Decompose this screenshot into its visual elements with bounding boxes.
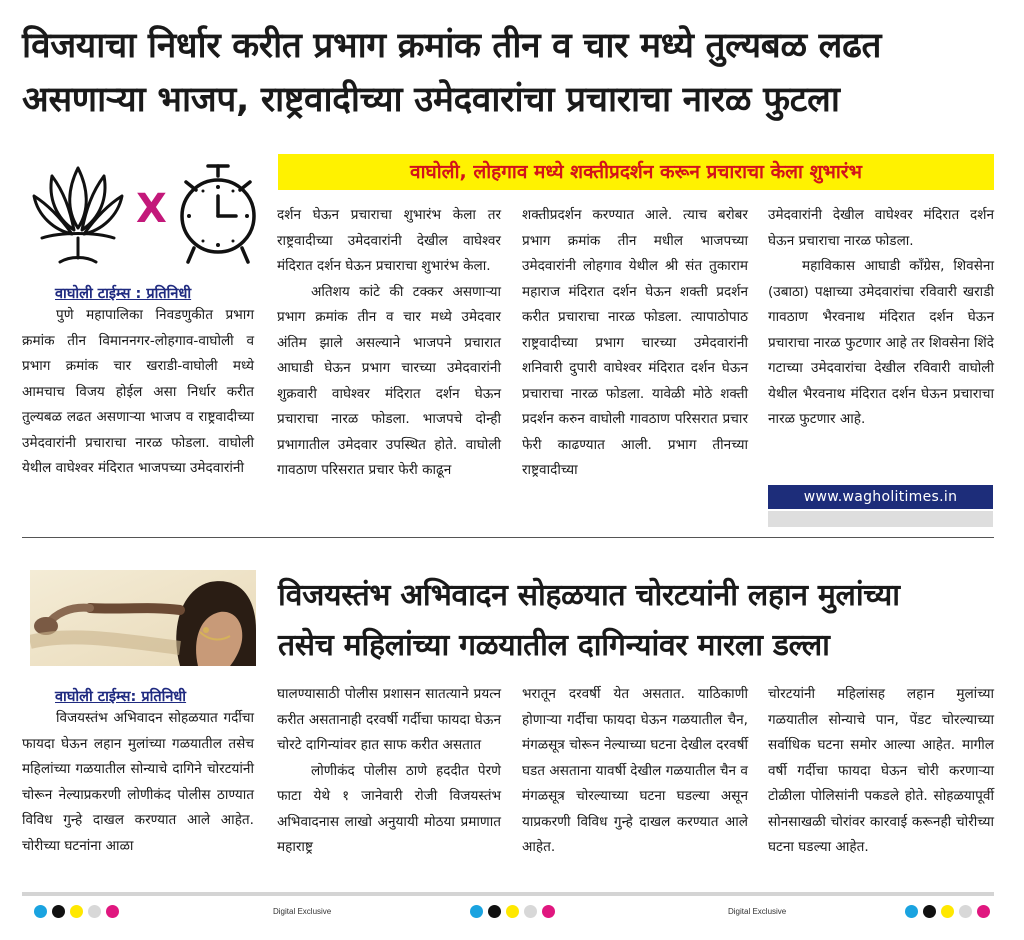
story1-column-1 xyxy=(22,303,254,482)
registration-dot xyxy=(106,905,119,918)
story2-col1-text: विजयस्तंभ अभिवादन सोहळयात गर्दीचा फायदा घेऊन लहान मुलांच्या गळयातील तसेच महिलांच्या गळयातील सोन्याचे दागिने चोरटयांनी चोरून नेल्याप्रकरणी लोणीकंद पोलीस ठाण्यात विविध गुन्हे दाखल करण्यात आले आहेत. चोरीच्या घटनांना आळा xyxy=(22,710,254,854)
story2-col4-text: चोरटयांनी महिलांसह लहान मुलांच्या गळयातील सोन्याचे पान, पेंडट चोरल्याच्या सर्वाधिक घटना समोर आल्या आहेत. मागील वर्षी गर्दीचा फायदा घेऊन चोरी करणाऱ्या टोळीला पोलिसांनी पकडले होते. सोहळयापूर्वी सोनसाखळी चोरांवर कारवाई करूनही चोरीच्या घटना घडल्या आहेत. xyxy=(768,686,994,855)
story2-headline-line1: विजयस्तंभ अभिवादन सोहळयात चोरटयांनी लहान मुलांच्या xyxy=(278,578,900,613)
story1-column-2 xyxy=(277,203,501,484)
story2-column-1 xyxy=(22,706,254,859)
grey-strip xyxy=(768,511,993,527)
registration-marks-right xyxy=(905,905,990,918)
clock-icon xyxy=(176,158,260,268)
logo-separator: X xyxy=(136,186,167,232)
story1-col2-para1: दर्शन घेऊन प्रचाराचा शुभारंभ केला तर राष्ट्रवादीच्या उमेदवारांनी देखील वाघेश्वर मंदिरात दर्शन घेऊन प्रचाराचा शुभारंभ केला. xyxy=(277,207,501,274)
story1-col2-para2: अतिशय कांटे की टक्कर असणाऱ्या प्रभाग क्रमांक तीन व चार मध्ये उमेदवार अंतिम झाले असल्याने भाजपने प्रचारात आघाडी घेऊन प्रभाग चारच्या उमेदवारांनी शुक्रवारी वाघेश्वर मंदिरात दर्शन घेऊन प्रचाराचा नारळ फोडला. भाजपचे दोन्ही प्रभागातील उमेदवार उपस्थित होते. वाघोली गावठाण परिसरात प्रचार फेरी काढून xyxy=(277,283,501,478)
section-divider xyxy=(22,537,994,538)
registration-dot xyxy=(959,905,972,918)
website-banner[interactable]: www.wagholitimes.in xyxy=(768,485,993,509)
story1-col4-para1: उमेदवारांनी देखील वाघेश्वर मंदिरात दर्शन घेऊन प्रचाराचा नारळ फोडला. xyxy=(768,207,994,249)
story1-subheadline: वाघोली, लोहगाव मध्ये शक्तीप्रदर्शन करून प्रचाराचा केला शुभारंभ xyxy=(278,154,994,190)
registration-dot xyxy=(70,905,83,918)
story1-headline-line1: विजयाचा निर्धार करीत प्रभाग क्रमांक तीन व चार मध्ये तुल्यबळ लढत xyxy=(22,26,882,66)
story1-byline: वाघोली टाईम्स : प्रतिनिधी xyxy=(55,286,192,302)
registration-dot xyxy=(34,905,47,918)
story2-column-4 xyxy=(768,682,994,861)
registration-dot xyxy=(524,905,537,918)
story2-column-3 xyxy=(522,682,748,861)
story1-headline-line2: असणाऱ्या भाजप, राष्ट्रवादीच्या उमेदवारांचा प्रचाराचा नारळ फुटला xyxy=(22,80,840,120)
story2-photo xyxy=(30,570,256,666)
registration-dot xyxy=(470,905,483,918)
registration-dot xyxy=(88,905,101,918)
registration-dot xyxy=(488,905,501,918)
story2-col3-text: भरातून दरवर्षी येत असतात. याठिकाणी होणाऱ्या गर्दीचा फायदा घेऊन गळयातील चैन, मंगळसूत्र चोरून नेल्याच्या घटना देखील दरवर्षी घडत असताना यावर्षी देखील गळयातील चैन व मंगळसूत्र चोरल्याच्या घटना घडल्या असून याप्रकरणी विविध गुन्हे दाखल करण्यात आले आहेत. xyxy=(522,686,748,855)
registration-marks-left xyxy=(34,905,119,918)
footer-rule xyxy=(22,892,994,896)
registration-dot xyxy=(52,905,65,918)
registration-dot xyxy=(977,905,990,918)
footer-label-right: Digital Exclusive xyxy=(728,907,787,916)
story1-column-3 xyxy=(522,203,748,484)
story2-col2-para2: लोणीकंद पोलीस ठाणे हददीत पेरणे फाटा येथे १ जानेवारी रोजी विजयस्तंभ अभिवादनास लाखो अनुयायी मोठया प्रमाणात महाराष्ट्र xyxy=(277,762,501,855)
story2-byline: वाघोली टाईम्स: प्रतिनिधी xyxy=(55,689,187,705)
registration-dot xyxy=(506,905,519,918)
registration-dot xyxy=(923,905,936,918)
story1-col1-text: पुणे महापालिका निवडणुकीत प्रभाग क्रमांक तीन विमाननगर-लोहगाव-वाघोली व प्रभाग क्रमांक चार खराडी-वाघोली मध्ये आमचाच विजय होईल असा निर्धार करीत तुल्यबळ लढत असणाऱ्या भाजप व राष्ट्रवादीच्या उमेदवारांनी प्रचाराचा नारळ फोडला. वाघोली येथील वाघेश्वर मंदिरात भाजपच्या उमेदवारांनी xyxy=(22,307,254,476)
registration-marks-center xyxy=(470,905,555,918)
registration-dot xyxy=(542,905,555,918)
registration-dot xyxy=(905,905,918,918)
footer-label-center: Digital Exclusive xyxy=(273,907,332,916)
story2-col2-para1: घालण्यासाठी पोलीस प्रशासन सातत्याने प्रयत्न करीत असतानाही दरवर्षी गर्दीचा फायदा घेऊन चोरटे दागिन्यांवर हात साफ करीत असतात xyxy=(277,686,501,753)
story2-headline-line2: तसेच महिलांच्या गळयातील दागिन्यांवर मारला डल्ला xyxy=(278,628,830,663)
registration-dot xyxy=(941,905,954,918)
story1-col3-text: शक्तीप्रदर्शन करण्यात आले. त्याच बरोबर प्रभाग क्रमांक तीन मधील भाजपच्या उमेदवारांनी लोहगाव येथील श्री संत तुकाराम महाराज मंदिरात दर्शन घेऊन शक्ती प्रदर्शन करीत प्रचाराचा नारळ फोडला. त्यापाठोपाठ राष्ट्रवादीच्या प्रभाग चारच्या उमेदवारांनी शनिवारी दुपारी वाघेश्वर मंदिरात दर्शन घेऊन प्रचाराचा नारळ फोडला. यावेळी मोठे शक्ती प्रदर्शन करुन वाघोली गावठाण परिसरात प्रचार फेरी काढण्यात आली. प्रभाग तीनच्या राष्ट्रवादीच्या xyxy=(522,207,748,478)
story1-column-4 xyxy=(768,203,994,433)
story2-column-2 xyxy=(277,682,501,861)
story1-col4-para2: महाविकास आघाडी काँग्रेस, शिवसेना (उबाठा) पक्षाच्या उमेदवारांचा रविवारी खराडी गावठाण भैरवनाथ मंदिरात दर्शन घेऊन प्रचाराचा नारळ फुटणार आहे तर शिवसेना शिंदे गटाच्या उमेदवारांचा देखील रविवारी वाघोली येथील भैरवनाथ मंदिरात दर्शन घेऊन प्रचाराचा नारळ फुटणार आहे. xyxy=(768,258,994,427)
